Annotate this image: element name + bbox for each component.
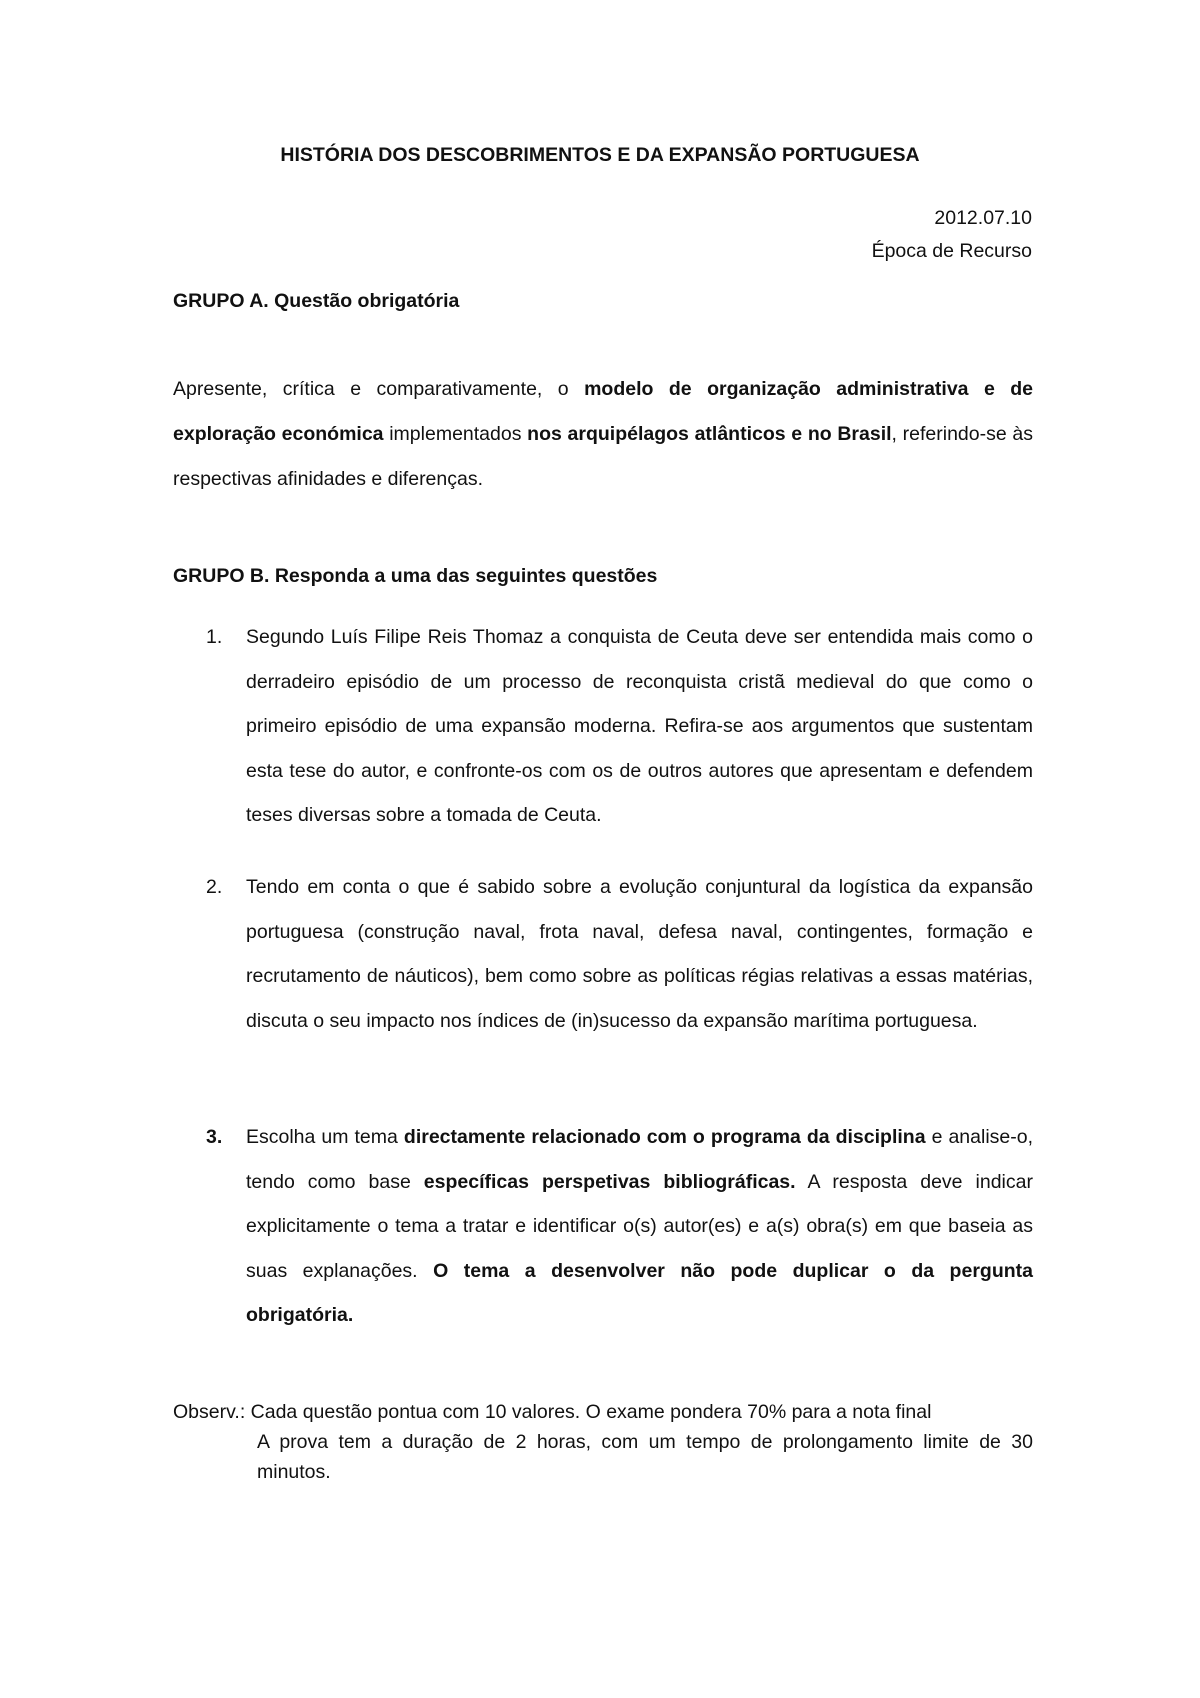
question-bold-1: directamente relacionado com o programa da disciplina (403, 1126, 926, 1148)
question-number: 3. (206, 1126, 223, 1148)
document-title: HISTÓRIA DOS DESCOBRIMENTOS E DA EXPANSÃO PORTUGUESA (280, 144, 920, 166)
question-number: 1. (206, 626, 223, 648)
question-text-1: Escolha um tema (246, 1126, 404, 1148)
question-text: Tendo em conta o que é sabido sobre a evolução conjuntural da logística da expansão portuguesa (construção naval, frota naval, defesa naval, contingentes, formação e recrutamento de náuticos), bem como sobre as políticas régias relativas a essas matérias, discuta o seu impacto nos índices de (in)sucesso da expansão marítima portuguesa. (246, 876, 1033, 1032)
group-b-section (173, 565, 1033, 588)
observation-line-1: Observ.: Cada questão pontua com 10 valores. O exame pondera 70% para a nota final (173, 1401, 932, 1423)
question-text: Segundo Luís Filipe Reis Thomaz a conquista de Ceuta deve ser entendida mais como o derradeiro episódio de um processo de reconquista cristã medieval do que como o primeiro episódio de uma expansão moderna. Refira-se aos argumentos que sustentam esta tese do autor, e confronte-os com os de outros autores que apresentam e defendem teses diversas sobre a tomada de Ceuta. (246, 626, 1033, 826)
exam-season: Época de Recurso (871, 240, 1032, 262)
group-a-question (173, 367, 1033, 502)
question-bold-3: O tema a desenvolver não pode duplicar o da pergunta obrigatória. (246, 1259, 1033, 1326)
question-text-3: A resposta deve indicar explicitamente o tema a tratar e identificar o(s) autor(es) e a(s) obra(s) em que baseia as suas explanações. (246, 1170, 1033, 1282)
question-bold-2: específicas perspetivas bibliográficas. (423, 1170, 796, 1193)
group-a-bold-2: nos arquipélagos atlânticos e no Brasil (527, 423, 892, 445)
group-b-question-1 (173, 615, 1033, 838)
question-number: 2. (206, 876, 223, 898)
group-a-text-1: Apresente, crítica e comparativamente, o (173, 378, 585, 400)
group-a-text-3: , referindo-se às respectivas afinidades e diferenças. (173, 423, 1033, 490)
group-a-heading: GRUPO A. Questão obrigatória (173, 290, 460, 312)
question-item (173, 615, 1033, 838)
group-b-question-2 (173, 865, 1033, 1043)
observations (173, 1397, 1033, 1487)
question-text-2: e analise-o, tendo como base (246, 1126, 1033, 1193)
document-meta (872, 202, 1032, 268)
exam-date: 2012.07.10 (934, 207, 1032, 229)
group-a-bold-1: modelo de organização administrativa e de exploração económica (173, 378, 1034, 445)
group-b-heading: GRUPO B. Responda a uma das seguintes questões (173, 565, 658, 587)
question-item (173, 865, 1033, 1043)
question-item (173, 1115, 1033, 1338)
group-a-section (173, 290, 1033, 313)
observation-line-2: A prova tem a duração de 2 horas, com um tempo de prolongamento limite de 30 minutos. (257, 1431, 1033, 1483)
group-b-question-3 (173, 1115, 1033, 1338)
group-a-text-2: implementados (383, 423, 528, 445)
